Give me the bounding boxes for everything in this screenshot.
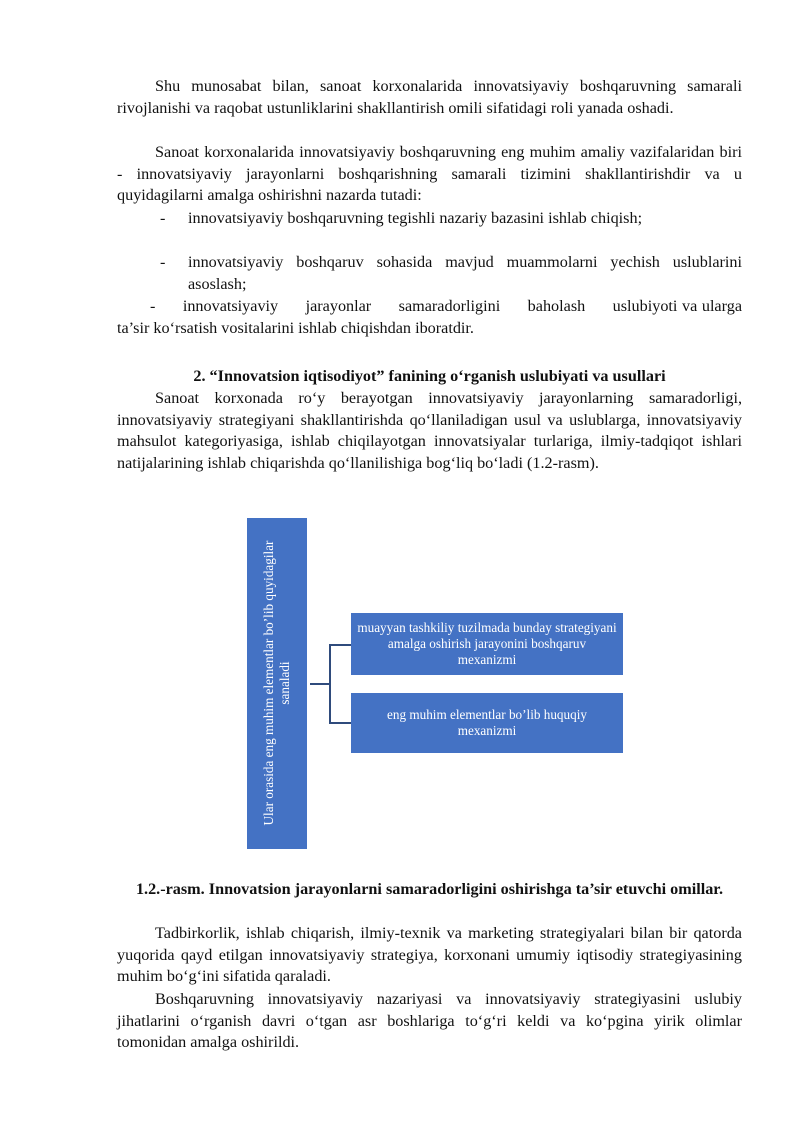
paragraph-3: - innovatsiyaviy jarayonlar samaradorligini baholash uslubiyoti va ularga ta’sir ko‘rsatish vositalarini ishlab chiqishdan iboratdir.	[117, 297, 747, 337]
paragraph-6: Boshqaruvning innovatsiyaviy nazariyasi va innovatsiyaviy strategiyasini uslubiy jihatlarini o‘rganish davri o‘tgan asr boshlariga to‘g‘ri keldi va ko‘pgina yirik olimlar tomonidan amalga oshirildi.	[117, 990, 742, 1052]
list-item-text: innovatsiyaviy boshqaruv sohasida mavjud muammolarni yechish uslublarini asoslash;	[188, 253, 742, 293]
diagram-box-mechanism: muayyan tashkiliy tuzilmada bunday strategiyani amalga oshirish jarayonini boshqaruv mexanizmi	[351, 613, 623, 675]
connector-line	[310, 683, 331, 685]
list-dash: -	[160, 253, 166, 271]
paragraph-2: Sanoat korxonalarida innovatsiyaviy boshqaruvning eng muhim amaliy vazifalaridan biri - innovatsiyaviy jarayonlarni boshqarishning samarali tizimini shakllantirishdir va u quyidagilarni amalga oshirishni nazarda tutadi:	[117, 143, 742, 205]
paragraph-1: Shu munosabat bilan, sanoat korxonalarida innovatsiyaviy boshqaruvning samarali rivojlanishi va raqobat ustunliklarini shakllantirish omili sifatidagi roli yanada oshadi.	[117, 77, 742, 117]
figure-caption: 1.2.-rasm. Innovatsion jarayonlarni samaradorligini oshirishga ta’sir etuvchi omillar.	[135, 880, 724, 898]
connector-line	[329, 644, 331, 724]
section-heading: 2. “Innovatsion iqtisodiyot” fanining o‘rganish uslubiyati va usullari	[193, 367, 666, 385]
paragraph-4: Sanoat korxonada ro‘y berayotgan innovatsiyaviy jarayonlarning samaradorligi, innovatsiyaviy strategiyani shakllantirishda qo‘llaniladigan usul va uslublarga, innovatsiyaviy mahsulot kategoriyasiga, ishlab chiqilayotgan innovatsiyalar turlariga, ilmiy-tadqiqot ishlari natijalarining ishlab chiqarishda qo‘llanilishiga bog‘liq bo‘ladi (1.2-rasm).	[117, 389, 742, 472]
list-dash: -	[160, 209, 166, 227]
list-item-text: innovatsiyaviy boshqaruvning tegishli nazariy bazasini ishlab chiqish;	[188, 209, 643, 227]
list-item	[160, 252, 742, 295]
connector-line	[329, 722, 351, 724]
diagram-root-label: Ular orasida eng muhim elementlar bo’lib quyidagilar sanaladi	[261, 540, 292, 826]
connector-line	[329, 644, 351, 646]
list-item	[160, 208, 742, 230]
paragraph-5: Tadbirkorlik, ishlab chiqarish, ilmiy-texnik va marketing strategiyalari bilan bir qatorda yuqorida qayd etilgan innovatsiyaviy strategiya, korxonani umumiy iqtisodiy strategiyasining muhim bo‘g‘ini sifatida qaraladi.	[117, 924, 742, 986]
diagram-box-legal: eng muhim elementlar bo’lib huquqiy mexanizmi	[351, 693, 623, 753]
